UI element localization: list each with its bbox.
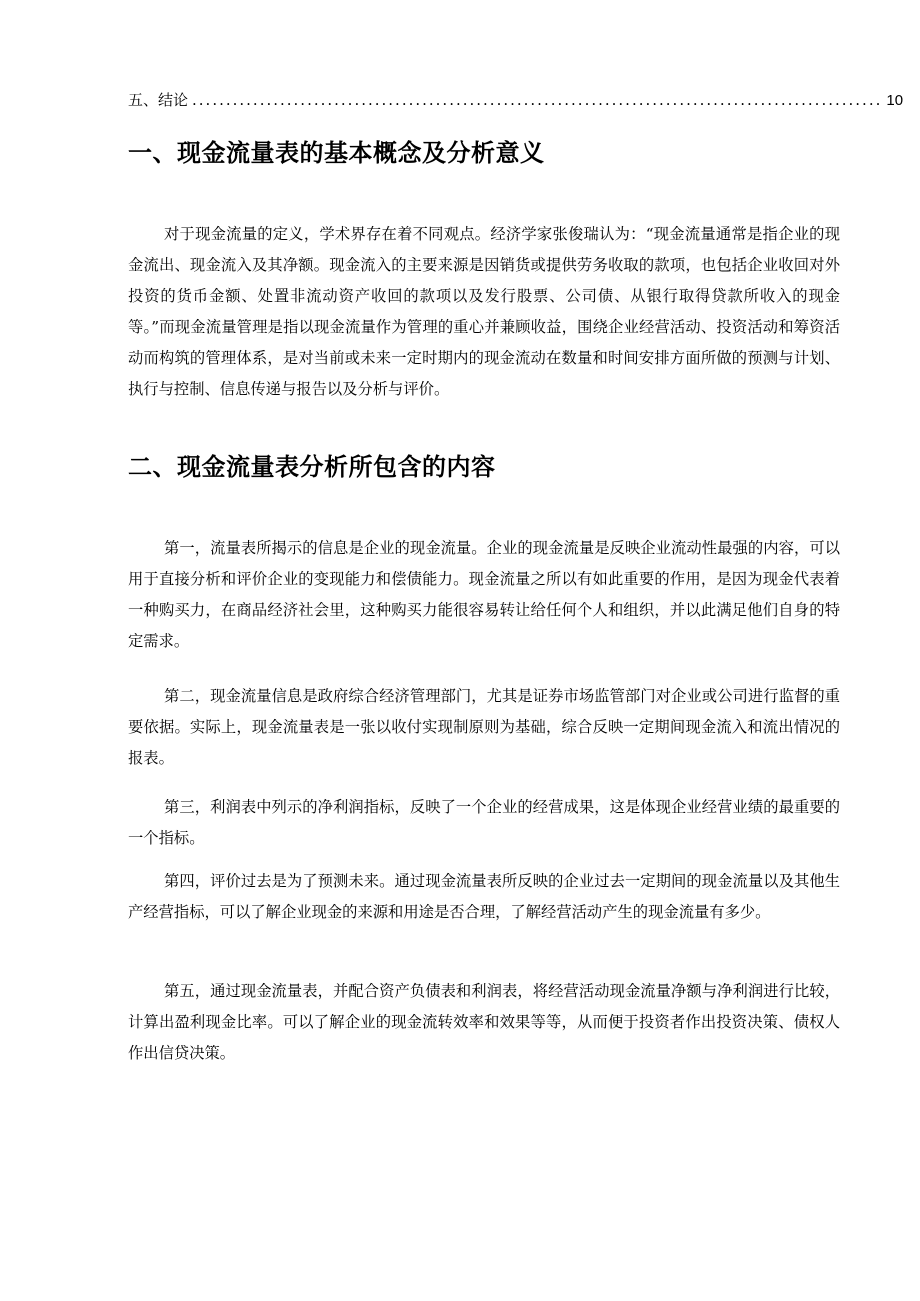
section2-paragraph-3: 第三，利润表中列示的净利润指标，反映了一个企业的经营成果，这是体现企业经营业绩的最重要的一个指标。 bbox=[128, 798, 840, 847]
toc-leader-dots: ...................................................................................................... bbox=[192, 91, 883, 109]
section1-paragraph-1: 对于现金流量的定义，学术界存在着不同观点。经济学家张俊瑞认为：“现金流量通常是指企业的现金流出、现金流入及其净额。现金流入的主要来源是因销货或提供劳务收取的款项，也包括企业收回对外投资的货币金额、处置非流动资产收回的款项以及发行股票、公司债、从银行取得贷款所收入的现金等。”而现金流量管理是指以现金流量作为管理的重心并兼顾收益，围绕企业经营活动、投资活动和筹资活动而构筑的管理体系，是对当前或未来一定时期内的现金流动在数量和时间安排方面所做的预测与计划、执行与控制、信息传递与报告以及分析与评价。 bbox=[128, 225, 840, 398]
toc-page-number: 10 bbox=[886, 92, 904, 109]
toc-label: 五、结论 bbox=[128, 91, 189, 109]
section-heading-2: 二、现金流量表分析所包含的内容 bbox=[128, 453, 496, 481]
section-heading-1: 一、现金流量表的基本概念及分析意义 bbox=[128, 139, 545, 167]
section2-paragraph-1: 第一，流量表所揭示的信息是企业的现金流量。企业的现金流量是反映企业流动性最强的内容，可以用于直接分析和评价企业的变现能力和偿债能力。现金流量之所以有如此重要的作用，是因为现金代表着一种购买力，在商品经济社会里，这种购买力能很容易转让给任何个人和组织，并以此满足他们自身的特定需求。 bbox=[128, 539, 840, 650]
section2-paragraph-2: 第二，现金流量信息是政府综合经济管理部门，尤其是证券市场监管部门对企业或公司进行监督的重要依据。实际上，现金流量表是一张以收付实现制原则为基础，综合反映一定期间现金流入和流出情况的报表。 bbox=[128, 687, 840, 767]
section2-paragraph-4: 第四，评价过去是为了预测未来。通过现金流量表所反映的企业过去一定期间的现金流量以及其他生产经营指标，可以了解企业现金的来源和用途是否合理，了解经营活动产生的现金流量有多少。 bbox=[128, 872, 840, 921]
toc-entry-conclusion[interactable] bbox=[128, 88, 904, 112]
section2-paragraph-5: 第五，通过现金流量表，并配合资产负债表和利润表，将经营活动现金流量净额与净利润进行比较，计算出盈利现金比率。可以了解企业的现金流转效率和效果等等，从而便于投资者作出投资决策、债权人作出信贷决策。 bbox=[128, 982, 840, 1062]
